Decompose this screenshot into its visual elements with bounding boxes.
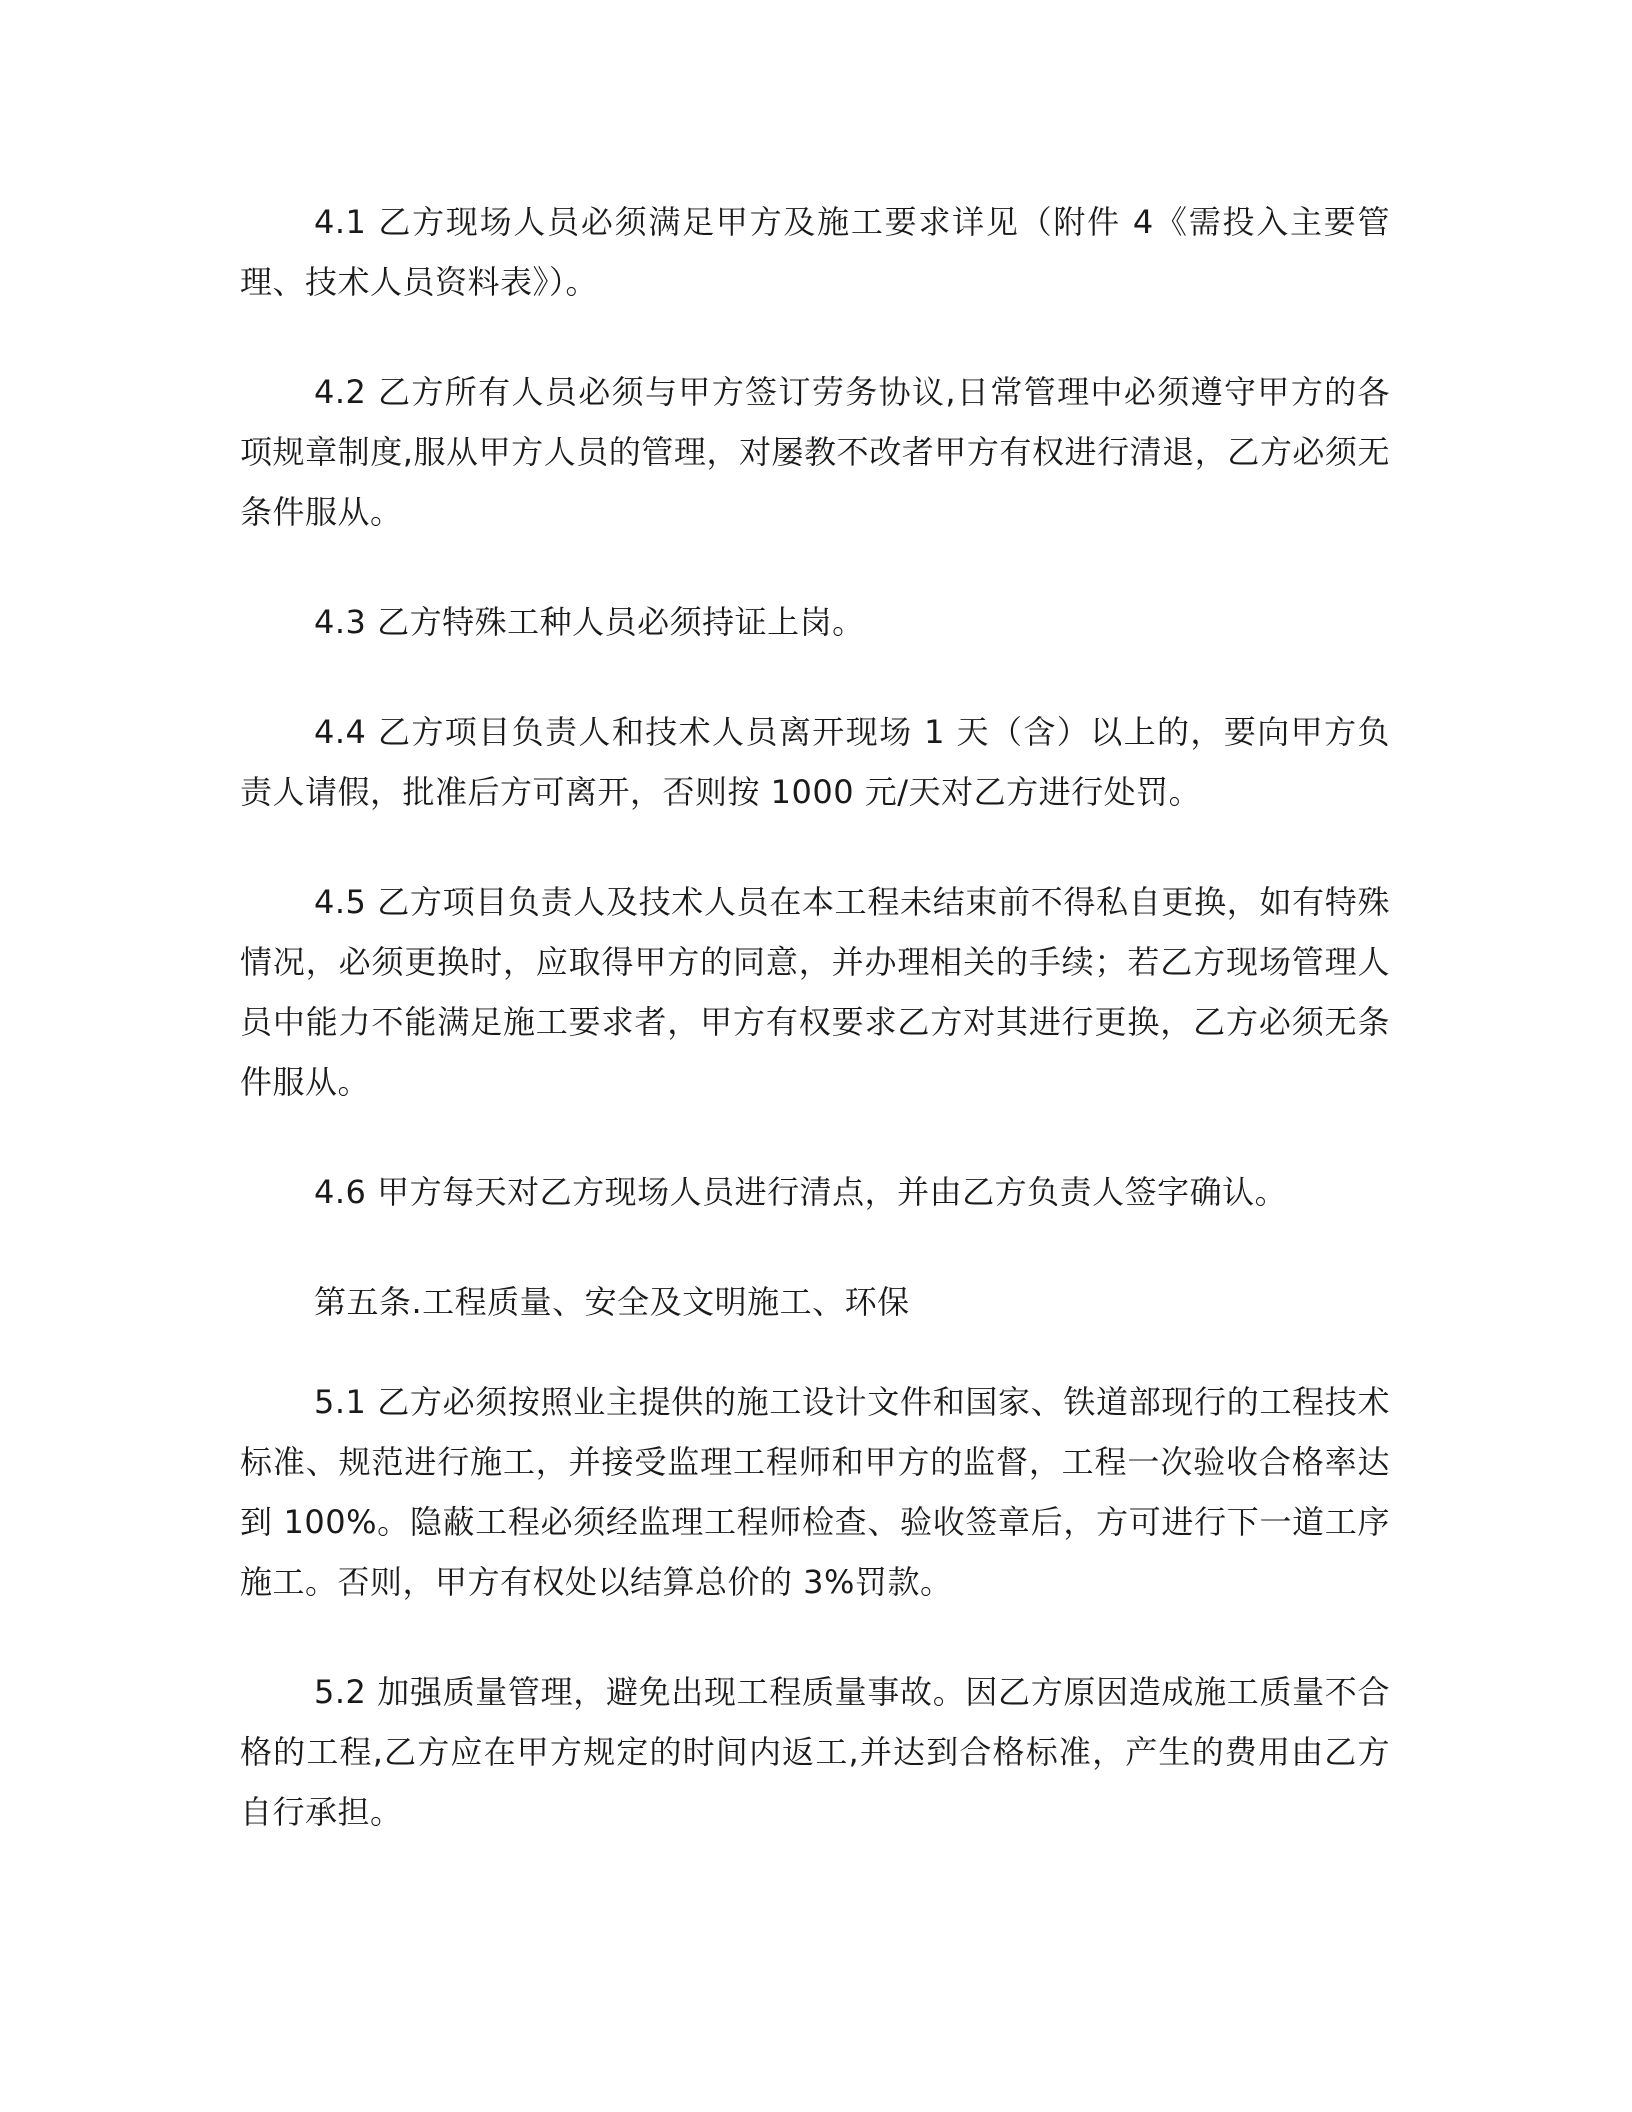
document-body [240,192,1390,1892]
clause-4-3: 4.3 乙方特殊工种人员必须持证上岗。 [314,603,865,641]
clause-4-1: 4.1 乙方现场人员必须满足甲方及施工要求详见（附件 4《需投入主要管理、技术人员资料表》）。 [240,203,1390,301]
clause-4-6: 4.6 甲方每天对乙方现场人员进行清点，并由乙方负责人签字确认。 [314,1173,1288,1211]
clause-4-2: 4.2 乙方所有人员必须与甲方签订劳务协议,日常管理中必须遵守甲方的各项规章制度,服从甲方人员的管理，对屡教不改者甲方有权进行清退，乙方必须无条件服从。 [240,373,1390,531]
clause-4-5: 4.5 乙方项目负责人及技术人员在本工程未结束前不得私自更换，如有特殊情况，必须更换时，应取得甲方的同意，并办理相关的手续；若乙方现场管理人员中能力不能满足施工要求者，甲方有权要求乙方对其进行更换，乙方必须无条件服从。 [240,883,1390,1101]
section-5-heading: 第五条.工程质量、安全及文明施工、环保 [314,1283,910,1321]
clause-5-2: 5.2 加强质量管理，避免出现工程质量事故。因乙方原因造成施工质量不合格的工程,乙方应在甲方规定的时间内返工,并达到合格标准，产生的费用由乙方自行承担。 [240,1673,1390,1831]
clause-4-4: 4.4 乙方项目负责人和技术人员离开现场 1 天（含）以上的，要向甲方负责人请假，批准后方可离开，否则按 1000 元/天对乙方进行处罚。 [240,713,1390,811]
clause-5-1: 5.1 乙方必须按照业主提供的施工设计文件和国家、铁道部现行的工程技术标准、规范进行施工，并接受监理工程师和甲方的监督，工程一次验收合格率达到 100%。隐蔽工程必须经监理工程师检查、验收签章后，方可进行下一道工序施工。否则，甲方有权处以结算总价的 3%罚款。 [240,1383,1390,1601]
